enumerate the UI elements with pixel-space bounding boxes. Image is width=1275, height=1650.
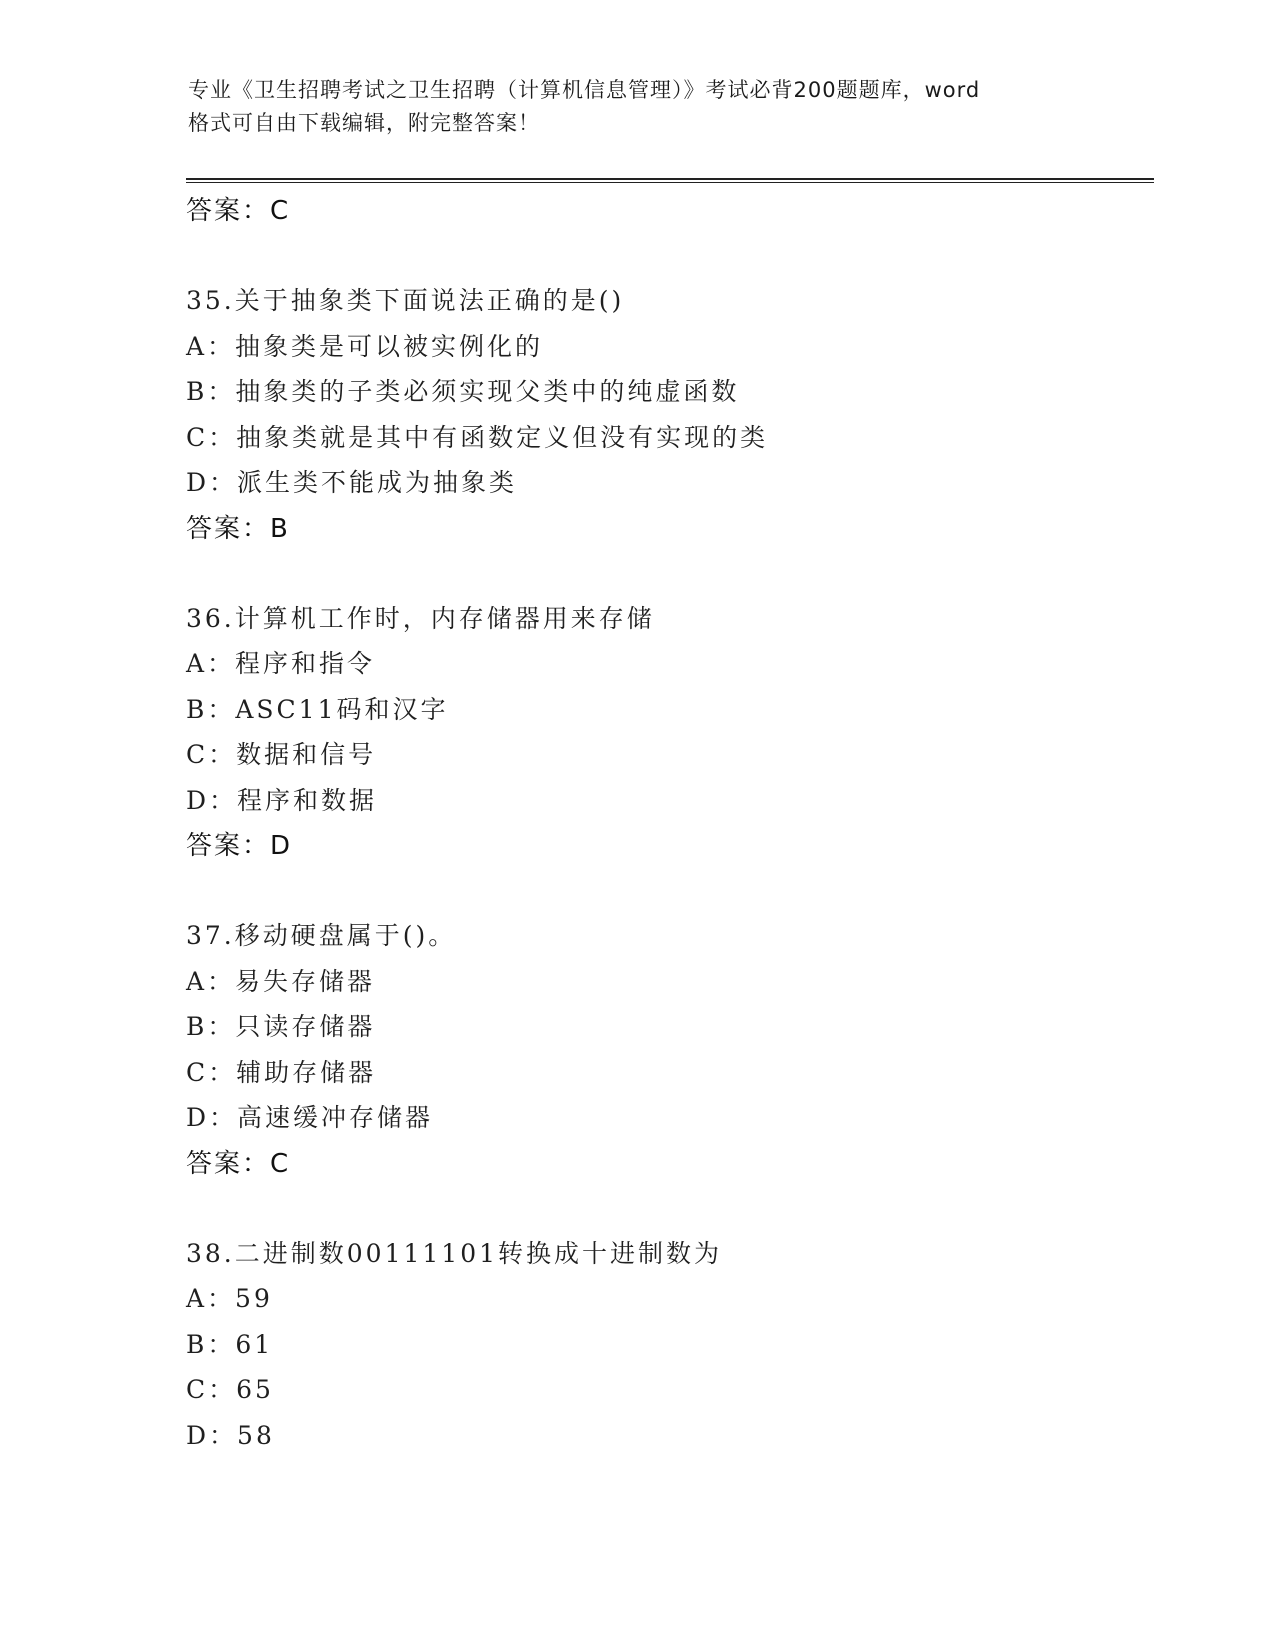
option-c: C：65	[186, 1375, 274, 1404]
question-36	[186, 596, 1146, 870]
option-c: C：抽象类就是其中有函数定义但没有实现的类	[186, 422, 769, 452]
question-38	[186, 1231, 1146, 1459]
question-stem: 38.二进制数00111101转换成十进制数为	[186, 1238, 723, 1268]
document-content	[186, 188, 1146, 1458]
option-b: B：只读存储器	[186, 1012, 376, 1041]
option-b: B：61	[186, 1329, 274, 1359]
option-c: C：数据和信号	[186, 740, 377, 769]
option-d: D：高速缓冲存储器	[186, 1103, 434, 1132]
answer-line: 答案：D	[186, 831, 293, 861]
option-b: B：ASC11码和汉字	[186, 694, 449, 724]
question-stem: 35.关于抽象类下面说法正确的是()	[186, 286, 625, 315]
header-line-2: 格式可自由下载编辑，附完整答案！	[188, 111, 540, 135]
option-a: A：抽象类是可以被实例化的	[186, 331, 544, 361]
answer-line: 答案：C	[186, 1148, 291, 1179]
question-37	[186, 913, 1146, 1187]
question-35	[186, 278, 1146, 552]
option-d: D：派生类不能成为抽象类	[186, 468, 518, 497]
answer-line: 答案：B	[186, 513, 290, 544]
option-d: D：58	[186, 1420, 275, 1450]
option-a: A：程序和指令	[186, 649, 376, 678]
question-stem: 36.计算机工作时，内存储器用来存储	[186, 603, 655, 633]
option-b: B：抽象类的子类必须实现父类中的纯虚函数	[186, 377, 740, 406]
header-line-1: 专业《卫生招聘考试之卫生招聘（计算机信息管理）》考试必背200题题库，word	[188, 78, 981, 102]
document-header	[188, 74, 1088, 140]
option-a: A：易失存储器	[186, 966, 376, 996]
question-stem: 37.移动硬盘属于()。	[186, 921, 457, 950]
option-d: D：程序和数据	[186, 785, 378, 815]
answer-line-34: 答案：C	[186, 196, 291, 226]
header-divider	[186, 178, 1154, 183]
option-c: C：辅助存储器	[186, 1057, 377, 1087]
option-a: A：59	[186, 1284, 273, 1313]
